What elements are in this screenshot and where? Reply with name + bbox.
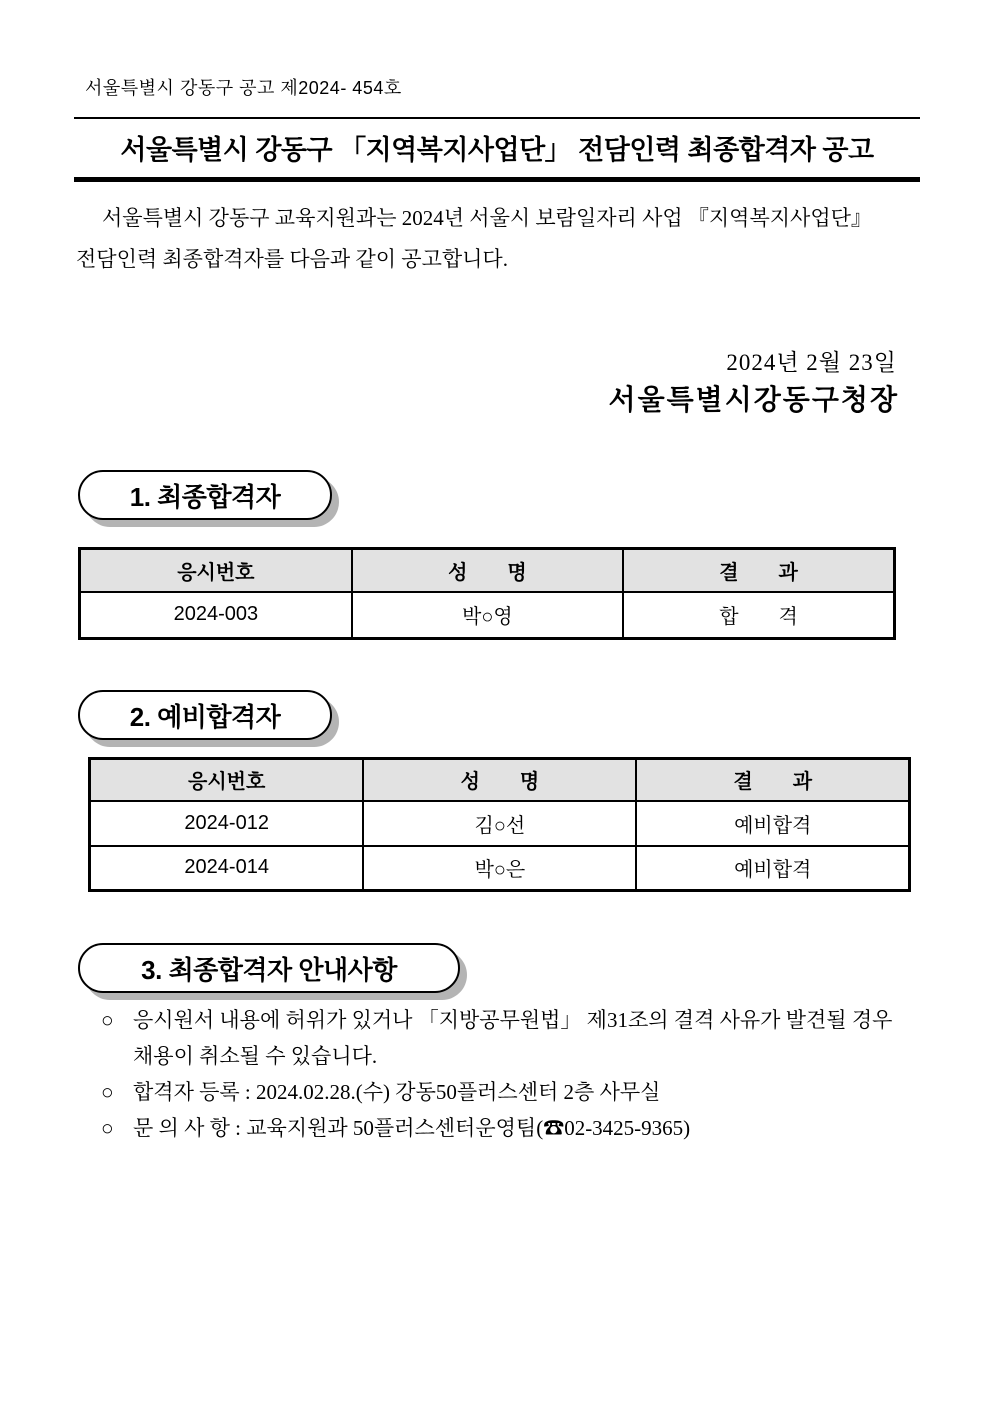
table-header-row: [80, 549, 895, 592]
final-pass-table: [78, 547, 896, 640]
col-header-exam-number: 응시번호: [90, 759, 364, 801]
cell-result: 합 격: [623, 592, 894, 639]
note-line: [101, 1110, 951, 1146]
intro-paragraph: [76, 198, 924, 280]
col-header-name: 성 명: [352, 549, 623, 592]
page-title: 서울특별시 강동구 「지역복지사업단」 전담인력 최종합격자 공고: [74, 117, 920, 182]
table-row: [80, 592, 895, 639]
cell-exam-number: 2024-003: [80, 592, 352, 639]
note-text: 합격자 등록 : 2024.02.28.(수) 강동50플러스센터 2층 사무실: [133, 1080, 661, 1104]
circle-bullet-icon: ○: [101, 1116, 114, 1140]
doc-number: 서울특별시 강동구 공고 제2024- 454호: [85, 78, 402, 98]
table-header-row: [90, 759, 910, 801]
cell-exam-number: 2024-014: [90, 846, 364, 891]
intro-line-2: 전담인력 최종합격자를 다음과 같이 공고합니다.: [76, 247, 508, 271]
waitlist-table: [88, 757, 911, 892]
section-3-heading: 3. 최종합격자 안내사항: [78, 943, 460, 993]
cell-name: 김○선: [363, 801, 636, 846]
table-row: [90, 846, 910, 891]
col-header-result: 결 과: [636, 759, 909, 801]
cell-exam-number: 2024-012: [90, 801, 364, 846]
section-1-heading: 1. 최종합격자: [78, 470, 332, 520]
note-text: 문 의 사 항 : 교육지원과 50플러스센터운영팀(☎02-3425-9365): [133, 1116, 691, 1140]
note-line: [101, 1002, 951, 1038]
circle-bullet-icon: ○: [101, 1080, 114, 1104]
announcement-date: 2024년 2월 23일: [726, 350, 897, 375]
cell-name: 박○은: [363, 846, 636, 891]
note-line: [101, 1074, 951, 1110]
section-2-heading: 2. 예비합격자: [78, 690, 332, 740]
note-text: 응시원서 내용에 허위가 있거나 「지방공무원법」 제31조의 결격 사유가 발견될 경우: [133, 1008, 893, 1032]
guidance-notes: [101, 1002, 951, 1146]
cell-result: 예비합격: [636, 846, 909, 891]
col-header-result: 결 과: [623, 549, 894, 592]
note-line-continuation: [101, 1038, 951, 1074]
table-row: [90, 801, 910, 846]
signer-title: 서울특별시강동구청장: [608, 385, 899, 416]
note-text: 채용이 취소될 수 있습니다.: [133, 1044, 378, 1068]
col-header-exam-number: 응시번호: [80, 549, 352, 592]
col-header-name: 성 명: [363, 759, 636, 801]
cell-result: 예비합격: [636, 801, 909, 846]
bullet-spacer: [101, 1038, 133, 1074]
intro-line-1: 서울특별시 강동구 교육지원과는 2024년 서울시 보람일자리 사업 『지역복지사업단』: [102, 206, 872, 230]
circle-bullet-icon: ○: [101, 1008, 114, 1032]
cell-name: 박○영: [352, 592, 623, 639]
